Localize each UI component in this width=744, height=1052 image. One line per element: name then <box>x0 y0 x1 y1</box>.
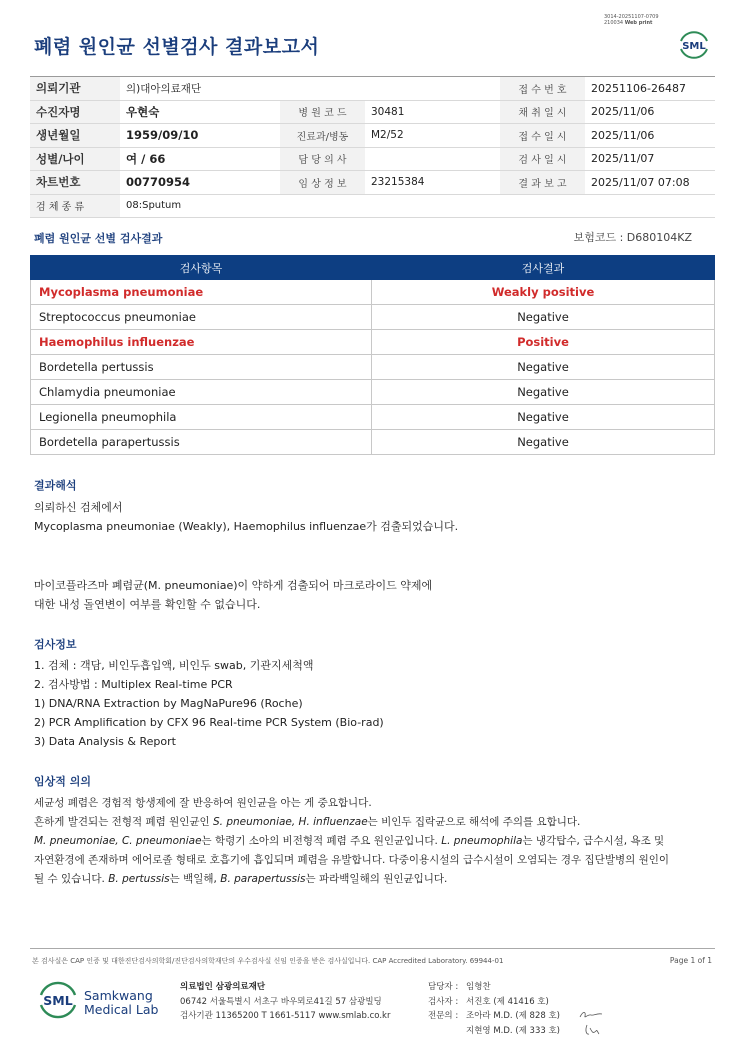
column-header-item: 검사항목 <box>31 256 372 280</box>
clinical-line: 될 수 있습니다. B. pertussis는 백일해, B. parapertussis는 파라백일해의 원인균입니다. <box>34 873 448 885</box>
clinical-text <box>34 794 724 889</box>
test-info-heading: 검사정보 <box>34 638 77 651</box>
samkwang-logo <box>36 980 80 1020</box>
info-label: 의뢰기관 <box>30 77 120 101</box>
info-value: 23215384 <box>365 171 500 195</box>
org-contact: 검사기관 11365200 T 1661-5117 www.smlab.co.kr <box>180 1011 391 1021</box>
document-code <box>604 14 659 26</box>
table-row <box>31 280 715 305</box>
sml-logo-text: SML <box>682 41 706 52</box>
staff-row: 전문의 : 조아라 M.D. (제 828 호) <box>428 1011 561 1021</box>
samkwang-logo-text: SML <box>43 993 73 1008</box>
info-row <box>30 77 715 101</box>
info-value: 2025/11/07 07:08 <box>585 171 715 195</box>
insurance-code: 보험코드 : D680104KZ <box>573 231 692 244</box>
interpretation-line: 대한 내성 돌연변이 여부를 확인할 수 없습니다. <box>34 598 261 611</box>
cap-accreditation-note: 본 검사실은 CAP 인증 및 대한진단검사의학회/진단검사의학재단의 우수검사실 신임 인증을 받은 검사실입니다. CAP Accredited Laboratory. 69944-01 <box>32 957 504 965</box>
info-row <box>30 124 715 148</box>
interpretation-note <box>34 576 432 614</box>
info-label: 검 체 종 류 <box>30 194 120 218</box>
test-result: Positive <box>372 330 715 355</box>
info-label: 담 당 의 사 <box>280 147 365 171</box>
test-result: Negative <box>372 430 715 455</box>
info-value: 2025/11/06 <box>585 124 715 148</box>
doc-code-line-1: 3014-20251107-0709 <box>604 14 659 20</box>
info-label: 접 수 번 호 <box>500 77 585 101</box>
brand-line-1: Samkwang <box>84 988 153 1003</box>
info-label: 성별/나이 <box>30 147 120 171</box>
table-row <box>31 330 715 355</box>
interpretation-line: 의뢰하신 검체에서 <box>34 501 123 514</box>
test-info-line: 3) Data Analysis & Report <box>34 735 176 748</box>
test-result: Negative <box>372 305 715 330</box>
clinical-line: 흔하게 발견되는 전형적 폐렴 원인균인 S. pneumoniae, H. influenzae는 비인두 집락균으로 해석에 주의를 요합니다. <box>34 816 581 828</box>
results-header-row <box>31 256 715 280</box>
footer-divider <box>30 948 715 949</box>
doc-code-line-2: 210034 <box>604 20 624 26</box>
test-info-list <box>34 656 384 751</box>
table-row <box>31 305 715 330</box>
info-value: 2025/11/07 <box>585 147 715 171</box>
info-value: 30481 <box>365 100 500 124</box>
test-info-line: 1) DNA/RNA Extraction by MagNaPure96 (Roche) <box>34 697 303 710</box>
test-info-line: 1. 검체 : 객담, 비인두흡입액, 비인두 swab, 기관지세척액 <box>34 659 314 672</box>
info-value: 08:Sputum <box>120 194 715 218</box>
info-value <box>365 77 500 101</box>
interpretation-text <box>34 498 458 536</box>
results-section-title: 폐렴 원인균 선별 검사결과 <box>34 232 163 245</box>
test-item: Haemophilus influenzae <box>31 330 372 355</box>
signature-2 <box>583 1022 601 1038</box>
table-row <box>31 380 715 405</box>
test-result: Negative <box>372 380 715 405</box>
staff-list <box>428 980 560 1038</box>
results-table <box>30 255 715 455</box>
test-item: Bordetella pertussis <box>31 355 372 380</box>
clinical-line: 자연환경에 존재하며 에어로졸 형태로 호흡기에 흡입되며 폐렴을 유발합니다. 다중이용시설의 급수시설이 오염되는 경우 집단발병의 원인이 <box>34 854 670 866</box>
organization-info <box>180 980 390 1024</box>
test-info-line: 2. 검사방법 : Multiplex Real-time PCR <box>34 678 233 691</box>
info-row <box>30 194 715 218</box>
test-result: Negative <box>372 355 715 380</box>
info-value: 2025/11/06 <box>585 100 715 124</box>
patient-info-table <box>30 76 715 218</box>
page-title: 폐렴 원인균 선별검사 결과보고서 <box>34 36 320 58</box>
staff-row: 검사자 : 서진호 (제 41416 호) <box>428 996 549 1007</box>
table-row <box>31 405 715 430</box>
info-value: 여 / 66 <box>120 147 280 171</box>
table-row <box>31 430 715 455</box>
info-value: 00770954 <box>120 171 280 195</box>
test-item: Bordetella parapertussis <box>31 430 372 455</box>
column-header-result: 검사결과 <box>372 256 715 280</box>
info-value <box>365 147 500 171</box>
staff-row: 지현영 M.D. (제 333 호) <box>466 1025 561 1036</box>
info-value: 20251106-26487 <box>585 77 715 101</box>
test-item: Legionella pneumophila <box>31 405 372 430</box>
info-label: 접 수 일 시 <box>500 124 585 148</box>
interpretation-line: 마이코플라즈마 폐렴균(M. pneumoniae)이 약하게 검출되어 마크로라이드 약제에 <box>34 579 433 592</box>
info-value: 우현숙 <box>120 100 280 124</box>
info-label: 병 원 코 드 <box>280 100 365 124</box>
info-value: 의)대아의료재단 <box>120 77 280 101</box>
org-name: 의료법인 삼광의료재단 <box>180 982 266 992</box>
table-row <box>31 355 715 380</box>
interpretation-line: Mycoplasma pneumoniae (Weakly), Haemophilus influenzae가 검출되었습니다. <box>34 520 459 533</box>
info-value: 1959/09/10 <box>120 124 280 148</box>
test-item: Streptococcus pneumoniae <box>31 305 372 330</box>
sml-logo <box>676 28 712 62</box>
brand-line-2: Medical Lab <box>84 1002 159 1017</box>
test-info-line: 2) PCR Amplification by CFX 96 Real-time PCR System (Bio-rad) <box>34 716 384 729</box>
info-label <box>280 77 365 101</box>
info-value: M2/52 <box>365 124 500 148</box>
test-result: Weakly positive <box>372 280 715 305</box>
info-label: 결 과 보 고 <box>500 171 585 195</box>
info-label: 수진자명 <box>30 100 120 124</box>
info-row <box>30 100 715 124</box>
clinical-line: 세균성 폐렴은 경험적 항생제에 잘 반응하여 원인균을 아는 게 중요합니다. <box>34 797 372 809</box>
info-label: 생년월일 <box>30 124 120 148</box>
org-address: 06742 서울특별시 서초구 바우뫼로41길 57 삼광빌딩 <box>180 996 382 1007</box>
interpretation-heading: 결과해석 <box>34 479 77 492</box>
signature-1 <box>578 1008 604 1022</box>
info-row <box>30 147 715 171</box>
clinical-line: M. pneumoniae, C. pneumoniae는 학령기 소아의 비전형적 폐렴 주요 원인균입니다. L. pneumophila는 냉각탑수, 급수시설, 욕조 및 <box>34 835 665 847</box>
test-item: Mycoplasma pneumoniae <box>31 280 372 305</box>
page-number: Page 1 of 1 <box>669 956 712 965</box>
web-print-label: Web print <box>624 20 653 26</box>
staff-row: 담당자 : 임형찬 <box>428 982 491 992</box>
brand-name <box>84 989 158 1017</box>
info-label: 임 상 정 보 <box>280 171 365 195</box>
info-label: 차트번호 <box>30 171 120 195</box>
info-label: 검 사 일 시 <box>500 147 585 171</box>
test-item: Chlamydia pneumoniae <box>31 380 372 405</box>
info-row <box>30 171 715 195</box>
info-label: 채 취 일 시 <box>500 100 585 124</box>
clinical-heading: 임상적 의의 <box>34 775 91 788</box>
info-label: 진료과/병동 <box>280 124 365 148</box>
test-result: Negative <box>372 405 715 430</box>
